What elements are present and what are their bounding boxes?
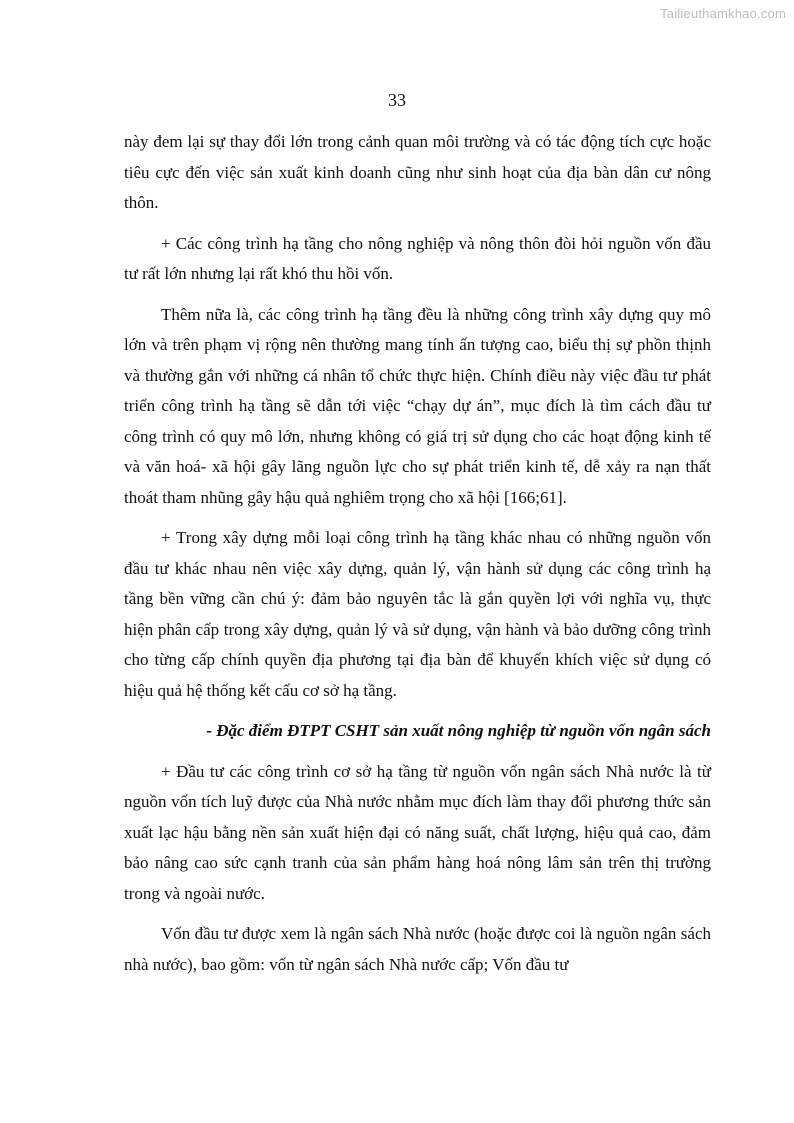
page-number: 33 (388, 90, 406, 110)
paragraph-3: Thêm nữa là, các công trình hạ tầng đều là những công trình xây dựng quy mô lớn và trên phạm vị rộng nên thường mang tính ấn tượng cao, biểu thị sự phồn thịnh và thường gắn với những cá nhân tổ chức thực hiện. Chính điều này việc đầu tư phát triển công trình hạ tầng sẽ dẫn tới việc “chạy dự án”, mục đích là tìm cách đầu tư công trình có quy mô lớn, nhưng không có giá trị sử dụng cho các hoạt động kinh tế và văn hoá- xã hội gây lãng nguồn lực cho sự phát triển kinh tế, dễ xảy ra nạn thất thoát tham nhũng gây hậu quả nghiêm trọng cho xã hội [166;61]. (124, 304, 711, 507)
watermark-text: Tailieuthamkhao.com (660, 6, 786, 21)
paragraph-2: + Các công trình hạ tầng cho nông nghiệp và nông thôn đòi hỏi nguồn vốn đầu tư rất lớn nhưng lại rất khó thu hồi vốn. (124, 233, 711, 283)
paragraph-1: này đem lại sự thay đổi lớn trong cảnh quan môi trường và có tác động tích cực hoặc tiêu cực đến việc sản xuất kinh doanh cũng như sinh hoạt của địa bàn dân cư nông thôn. (124, 132, 711, 212)
paragraph-6: Vốn đầu tư được xem là ngân sách Nhà nước (hoặc được coi là nguồn ngân sách nhà nước), bao gồm: vốn từ ngân sách Nhà nước cấp; Vốn đầu tư (124, 924, 711, 974)
section-heading: - Đặc điểm ĐTPT CSHT sản xuất nông nghiệp từ nguồn vốn ngân sách (206, 721, 711, 740)
paragraph-5: + Đầu tư các công trình cơ sở hạ tầng từ nguồn vốn ngân sách Nhà nước là từ nguồn vốn tích luỹ được của Nhà nước nhằm mục đích làm thay đổi phương thức sản xuất lạc hậu bằng nền sản xuất hiện đại có năng suất, chất lượng, hiệu quả cao, đảm bảo nâng cao sức cạnh tranh của sản phẩm hàng hoá nông lâm sản trên thị trường trong và ngoài nước. (124, 761, 711, 903)
document-body (124, 127, 711, 990)
paragraph-4: + Trong xây dựng mỗi loại công trình hạ tầng khác nhau có những nguồn vốn đầu tư khác nhau nên việc xây dựng, quản lý, vận hành sử dụng các công trình hạ tầng bền vững cần chú ý: đảm bảo nguyên tắc là gắn quyền lợi với nghĩa vụ, thực hiện phân cấp trong xây dựng, quản lý và sử dụng, vận hành và bảo dưỡng công trình cho từng cấp chính quyền địa phương tại địa bàn để khuyến khích việc sử dụng có hiệu quả hệ thống kết cấu cơ sở hạ tầng. (124, 528, 711, 700)
